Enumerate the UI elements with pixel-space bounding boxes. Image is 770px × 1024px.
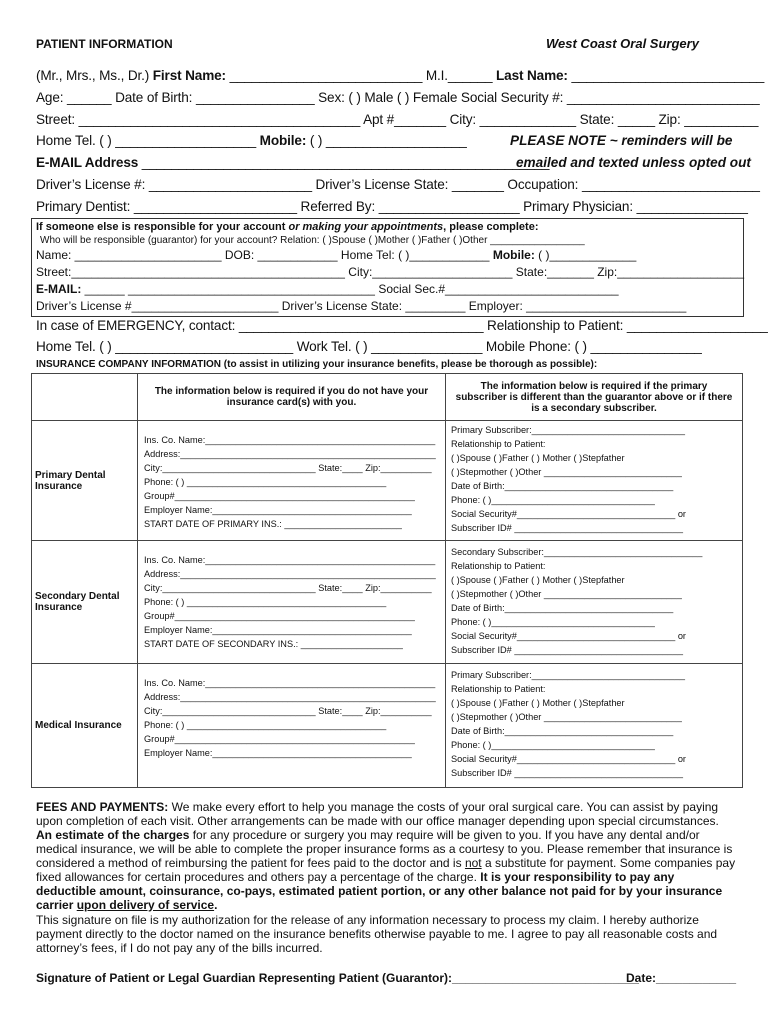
subscriber-dob-field[interactable]: Date of Birth:_________________________________ — [451, 726, 674, 736]
emergency-contact-line[interactable]: In case of EMERGENCY, contact: _________________________________ Relationship to Patient: ___________________ — [36, 318, 768, 333]
last-name-label: Last Name: — [496, 68, 568, 83]
ins-start-date-field[interactable]: START DATE OF PRIMARY INS.: _______________________ — [144, 519, 402, 529]
mobile-field[interactable]: ( ) ___________________ — [309, 133, 467, 148]
secondary-subscriber-details[interactable] — [446, 541, 743, 664]
title-options: (Mr., Mrs., Ms., Dr.) — [36, 68, 150, 83]
fees-paragraph: FEES AND PAYMENTS: We make every effort to help you manage the costs of your oral surgical care. You can assist by paying upon completion of each visit. Other arrangements can be made with our office manager depending upon special circumstances. An estimate of the charges for any procedure or surgery you may require will be given to you. If you have any dental and/or medical insurance, we will be able to complete the proper insurance forms as a courtesy to you. Please remember that insurance is considered a method of reimbursing the patient for fees paid to the doctor and is not a substitute for payment. Some companies pay fixed allowances for certain procedures and others pay a percentage of the charge. It is your responsibility to pay any deductible amount, coinsurance, co-pays, estimated patient portion, or any other balance not paid for by your insurance carrier upon delivery of service. — [36, 800, 736, 912]
insurance-heading: INSURANCE COMPANY INFORMATION (to assist in utilizing your insurance benefits, please be thorough as possible): — [36, 359, 598, 370]
subscriber-name-field[interactable]: Primary Subscriber:______________________________ — [451, 425, 685, 435]
ins-phone-field[interactable]: Phone: ( ) _______________________________________ — [144, 477, 387, 487]
guarantor-email-field[interactable]: ______ _____________________________________ Social Sec.#__________________________ — [84, 282, 619, 296]
ins-group-field[interactable]: Group#_______________________________________________ — [144, 734, 415, 744]
form-title: PATIENT INFORMATION — [36, 37, 173, 51]
ins-phone-field[interactable]: Phone: ( ) _______________________________________ — [144, 597, 387, 607]
reminder-note-line1: PLEASE NOTE ~ reminders will be — [510, 133, 733, 148]
subscriber-name-field[interactable]: Primary Subscriber:______________________________ — [451, 670, 685, 680]
primary-dental-row — [32, 421, 743, 541]
ins-address-field[interactable]: Address:__________________________________________________ — [144, 692, 436, 702]
relationship-options-1[interactable]: ( )Spouse ( )Father ( ) Mother ( )Stepfather — [451, 698, 625, 708]
first-name-field[interactable]: __________________________ — [229, 68, 423, 83]
relationship-label: Relationship to Patient: — [451, 439, 546, 449]
patient-demographics-line[interactable]: Age: ______ Date of Birth: ________________ Sex: ( ) Male ( ) Female Social Security #: __________________________ — [36, 90, 760, 105]
primary-subscriber-details[interactable] — [446, 421, 743, 541]
medical-ins-details[interactable] — [138, 664, 446, 788]
ins-city-field[interactable]: City:______________________________ State:____ Zip:__________ — [144, 706, 432, 716]
ins-employer-field[interactable]: Employer Name:_______________________________________ — [144, 505, 412, 515]
ins-co-name-field[interactable]: Ins. Co. Name:_____________________________________________ — [144, 678, 436, 688]
subscriber-id-field[interactable]: Subscriber ID# _________________________________ — [451, 523, 683, 533]
subscriber-phone-field[interactable]: Phone: ( )________________________________ — [451, 495, 655, 505]
ins-employer-field[interactable]: Employer Name:_______________________________________ — [144, 748, 412, 758]
row-label-medical: Medical Insurance — [32, 664, 138, 788]
authorization-paragraph: This signature on file is my authorization for the release of any information necessary to process my claim. I hereby authorize payment directly to the doctor named on the insurance benefits otherwise payable to me. I agree to pay all reasonable costs and attorney’s fees, if I do not pay any of the bills incurred. — [36, 913, 718, 955]
reminder-note-line2: emailed and texted unless opted out — [516, 155, 751, 170]
subscriber-ssn-field[interactable]: Social Security#_______________________________ or — [451, 509, 686, 519]
email-label: E-MAIL Address — [36, 155, 139, 170]
ins-co-name-field[interactable]: Ins. Co. Name:_____________________________________________ — [144, 555, 436, 565]
right-column-header: The information below is required if the primary subscriber is different than the guarantor above or if there is a secondary subscriber. — [446, 374, 743, 421]
signature-date-line[interactable]: Date:____________ — [626, 971, 737, 985]
guarantor-heading: If someone else is responsible for your account or making your appointments, please complete: — [36, 221, 539, 233]
guarantor-email-label: E-MAIL: — [36, 282, 82, 296]
practice-name: West Coast Oral Surgery — [546, 36, 699, 51]
relationship-options-2[interactable]: ( )Stepmother ( )Other ___________________________ — [451, 712, 682, 722]
ins-co-name-field[interactable]: Ins. Co. Name:_____________________________________________ — [144, 435, 436, 445]
subscriber-phone-field[interactable]: Phone: ( )________________________________ — [451, 617, 655, 627]
guarantor-mobile-field[interactable]: ( )_____________ — [538, 248, 637, 262]
ins-group-field[interactable]: Group#_______________________________________________ — [144, 491, 415, 501]
relationship-options-2[interactable]: ( )Stepmother ( )Other ___________________________ — [451, 589, 682, 599]
guarantor-name-field[interactable]: Name: ______________________ DOB: ____________ Home Tel: ( )____________ — [36, 248, 490, 262]
guarantor-email-line[interactable] — [36, 282, 619, 296]
first-name-label: First Name: — [152, 68, 226, 83]
guarantor-name-line[interactable] — [36, 248, 636, 262]
middle-initial-field[interactable]: M.I.______ — [425, 68, 493, 83]
emergency-phones-line[interactable]: Home Tel. ( ) ________________________ Work Tel. ( ) _______________ Mobile Phone: ( ) _______________ — [36, 339, 702, 354]
fees-label: FEES AND PAYMENTS: — [36, 800, 169, 814]
ins-group-field[interactable]: Group#_______________________________________________ — [144, 611, 415, 621]
ins-phone-field[interactable]: Phone: ( ) _______________________________________ — [144, 720, 387, 730]
signature-line[interactable]: Signature of Patient or Legal Guardian Representing Patient (Guarantor):____________________________ — [36, 971, 639, 985]
subscriber-name-field[interactable]: Secondary Subscriber:_______________________________ — [451, 547, 703, 557]
primary-ins-details[interactable] — [138, 421, 446, 541]
insurance-corner-cell — [32, 374, 138, 421]
guarantor-license-line[interactable]: Driver’s License #______________________ Driver’s License State: _________ Employer: ________________________ — [36, 299, 687, 313]
ins-employer-field[interactable]: Employer Name:_______________________________________ — [144, 625, 412, 635]
relationship-options-1[interactable]: ( )Spouse ( )Father ( ) Mother ( )Stepfather — [451, 575, 625, 585]
subscriber-ssn-field[interactable]: Social Security#_______________________________ or — [451, 754, 686, 764]
subscriber-ssn-field[interactable]: Social Security#_______________________________ or — [451, 631, 686, 641]
guarantor-relation-question[interactable]: Who will be responsible (guarantor) for your account? Relation: ( )Spouse ( )Mother ( )Father ( )Other _________________ — [40, 235, 585, 246]
subscriber-dob-field[interactable]: Date of Birth:_________________________________ — [451, 481, 674, 491]
patient-referral-line[interactable]: Primary Dentist: ______________________ Referred By: ___________________ Primary Physician: _______________ — [36, 199, 748, 214]
ins-address-field[interactable]: Address:__________________________________________________ — [144, 569, 436, 579]
subscriber-id-field[interactable]: Subscriber ID# _________________________________ — [451, 768, 683, 778]
subscriber-phone-field[interactable]: Phone: ( )________________________________ — [451, 740, 655, 750]
email-field[interactable]: _______________________________________________________ — [141, 155, 550, 170]
patient-address-line[interactable]: Street: ______________________________________ Apt #_______ City: _____________ State: _____ Zip: __________ — [36, 112, 759, 127]
relationship-label: Relationship to Patient: — [451, 684, 546, 694]
secondary-ins-details[interactable] — [138, 541, 446, 664]
relationship-label: Relationship to Patient: — [451, 561, 546, 571]
guarantor-mobile-label: Mobile: — [492, 248, 535, 262]
relationship-options-1[interactable]: ( )Spouse ( )Father ( ) Mother ( )Stepfather — [451, 453, 625, 463]
ins-address-field[interactable]: Address:__________________________________________________ — [144, 449, 436, 459]
row-label-primary: Primary Dental Insurance — [32, 421, 138, 541]
patient-name-line[interactable] — [36, 68, 764, 83]
row-label-secondary: Secondary Dental Insurance — [32, 541, 138, 664]
patient-email-line[interactable] — [36, 155, 549, 170]
relationship-options-2[interactable]: ( )Stepmother ( )Other ___________________________ — [451, 467, 682, 477]
mid-column-header: The information below is required if you do not have your insurance card(s) with you. — [138, 374, 446, 421]
ins-city-field[interactable]: City:______________________________ State:____ Zip:__________ — [144, 583, 432, 593]
guarantor-address-line[interactable]: Street:_________________________________________ City:_____________________ State:_______ Zip:___________________ — [36, 265, 745, 279]
subscriber-dob-field[interactable]: Date of Birth:_________________________________ — [451, 603, 674, 613]
medical-insurance-row — [32, 664, 743, 788]
secondary-dental-row — [32, 541, 743, 664]
patient-phone-line[interactable] — [36, 133, 467, 148]
patient-license-line[interactable]: Driver’s License #: ______________________ Driver’s License State: _______ Occupation: ________________________ — [36, 177, 760, 192]
home-tel-field[interactable]: Home Tel. ( ) ___________________ — [36, 133, 257, 148]
subscriber-id-field[interactable]: Subscriber ID# _________________________________ — [451, 645, 683, 655]
last-name-field[interactable]: __________________________ — [571, 68, 765, 83]
insurance-table — [31, 373, 743, 788]
mobile-label: Mobile: — [259, 133, 307, 148]
ins-start-date-field[interactable]: START DATE OF SECONDARY INS.: ____________________ — [144, 639, 403, 649]
ins-city-field[interactable]: City:______________________________ State:____ Zip:__________ — [144, 463, 432, 473]
medical-subscriber-details[interactable] — [446, 664, 743, 788]
